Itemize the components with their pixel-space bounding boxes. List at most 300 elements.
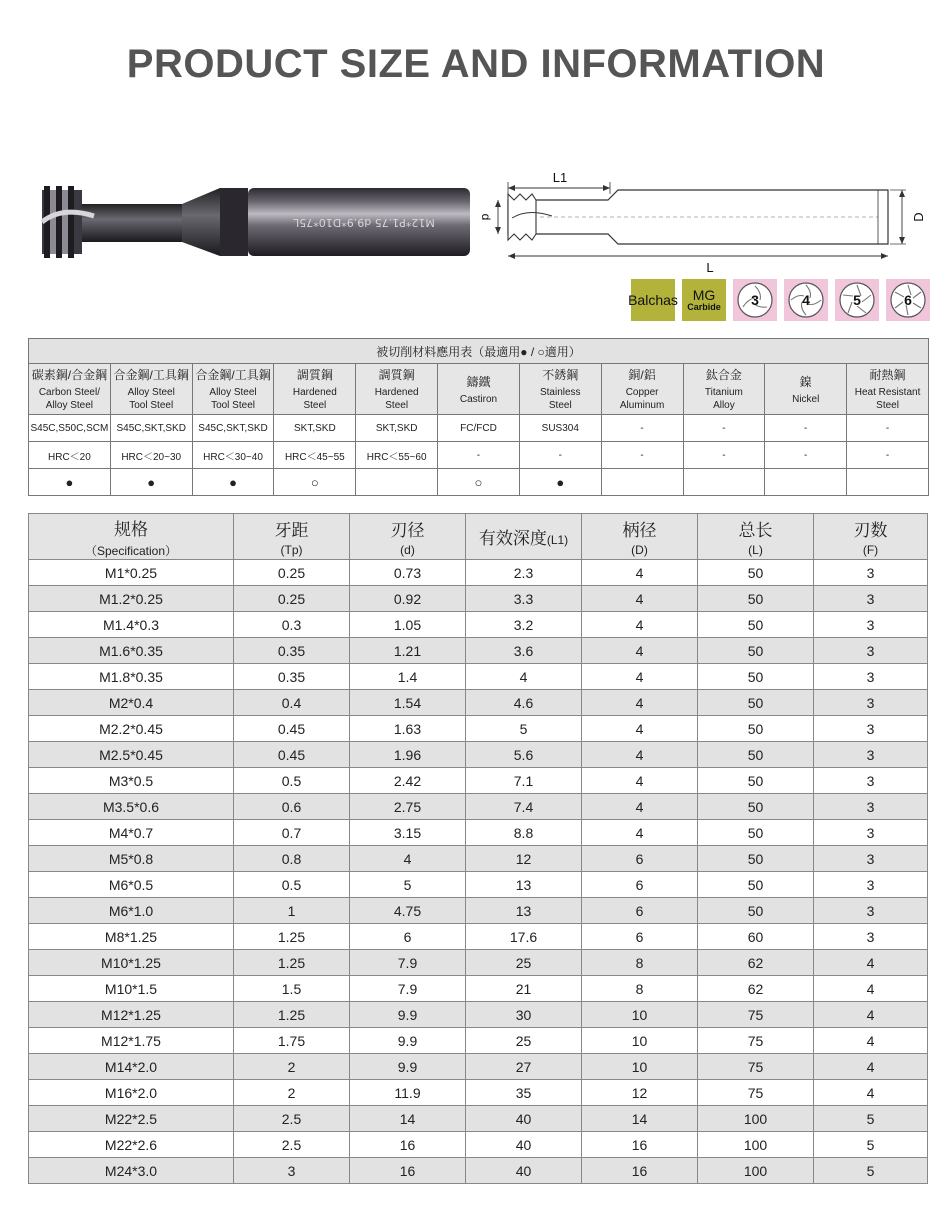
table-cell: 4 (582, 586, 698, 612)
material-name-en: Alloy Steel (209, 387, 257, 398)
material-name-zh: 調質鋼 (296, 368, 333, 382)
material-name-en-2: Steel (548, 400, 572, 411)
table-cell: 1.25 (234, 950, 350, 976)
flute-5-label: 5 (853, 292, 861, 308)
material-header (519, 364, 601, 415)
material-header (110, 364, 192, 415)
material-suitability-cell (765, 469, 847, 496)
material-grade-cell: SKT,SKD (274, 415, 356, 442)
material-name-en-2: Steel (876, 400, 899, 411)
table-cell: 10 (582, 1028, 698, 1054)
material-name-en-2: Steel (303, 400, 327, 411)
flute-badge-6 (886, 279, 930, 321)
table-cell: 3.15 (350, 820, 466, 846)
flute-badge-5 (835, 279, 879, 321)
table-cell: 50 (698, 560, 814, 586)
spec-header-zh: 柄径 (622, 521, 657, 540)
table-cell: 11.9 (350, 1080, 466, 1106)
table-cell: M8*1.25 (29, 924, 234, 950)
table-cell: 4 (582, 612, 698, 638)
coating-label: Balchas (628, 292, 678, 308)
spec-header-cell (698, 514, 814, 560)
table-cell: 4 (582, 768, 698, 794)
spec-header-en: （Specification） (84, 543, 178, 558)
material-suitability-cell (683, 469, 765, 496)
table-cell: 3 (814, 586, 928, 612)
table-row (29, 1106, 928, 1132)
table-cell: 16 (582, 1158, 698, 1184)
material-hrc-cell: HRC＜30~40 (192, 442, 274, 469)
flute-6-icon (889, 281, 927, 319)
table-row (29, 1158, 928, 1184)
spec-header-en: (L) (748, 543, 763, 557)
table-cell: 16 (582, 1132, 698, 1158)
table-cell: 0.73 (350, 560, 466, 586)
label-l1: L1 (552, 170, 568, 185)
table-cell: 16 (350, 1132, 466, 1158)
table-cell: 4 (582, 664, 698, 690)
table-cell: 2 (234, 1080, 350, 1106)
table-cell: 5 (350, 872, 466, 898)
material-name-en: Titanium (704, 387, 743, 398)
material-sub-label: Carbide (687, 302, 721, 312)
spec-header-zh: 牙距 (274, 521, 309, 540)
table-cell: M5*0.8 (29, 846, 234, 872)
table-cell: 4 (814, 950, 928, 976)
material-header (683, 364, 765, 415)
material-grade-cell: - (847, 415, 929, 442)
table-cell: 50 (698, 872, 814, 898)
table-cell: 50 (698, 716, 814, 742)
table-cell: 3 (814, 664, 928, 690)
material-name-zh: 合金鋼/工具鋼 (113, 368, 189, 382)
material-name-en: Alloy Steel (127, 387, 175, 398)
table-row (29, 950, 928, 976)
table-cell: 9.9 (350, 1054, 466, 1080)
table-cell: 35 (466, 1080, 582, 1106)
table-cell: M3.5*0.6 (29, 794, 234, 820)
material-grade-cell: S45C,S50C,SCM (29, 415, 111, 442)
material-name-zh: 不銹鋼 (542, 368, 579, 382)
material-suitability-cell (847, 469, 929, 496)
table-cell: 75 (698, 1080, 814, 1106)
table-cell: 4 (582, 820, 698, 846)
table-cell: 0.7 (234, 820, 350, 846)
material-name-en-2: Tool Steel (129, 400, 174, 411)
flute-badge-3 (733, 279, 777, 321)
table-cell: 62 (698, 976, 814, 1002)
spec-header-en: (L1) (546, 533, 569, 547)
table-cell: 4 (582, 560, 698, 586)
table-row (29, 716, 928, 742)
table-cell: 0.5 (234, 872, 350, 898)
materials-table (28, 338, 929, 496)
table-cell: 1.63 (350, 716, 466, 742)
table-cell: 4 (350, 846, 466, 872)
material-name-zh: 鈦合金 (705, 368, 742, 382)
table-cell: M1.4*0.3 (29, 612, 234, 638)
material-name-en: Copper (625, 387, 659, 398)
table-cell: 0.3 (234, 612, 350, 638)
table-cell: 4 (814, 1054, 928, 1080)
table-row (29, 1028, 928, 1054)
table-cell: 4 (814, 1002, 928, 1028)
table-cell: 1 (234, 898, 350, 924)
spec-header-row (29, 514, 928, 560)
table-cell: 100 (698, 1158, 814, 1184)
materials-hrc-row (29, 442, 929, 469)
spec-header-en: (d) (400, 543, 415, 557)
table-cell: M4*0.7 (29, 820, 234, 846)
material-header (438, 364, 520, 415)
table-cell: M6*0.5 (29, 872, 234, 898)
table-cell: 1.54 (350, 690, 466, 716)
material-name-zh: 耐熱鋼 (869, 368, 906, 382)
spec-header-zh: 刃数 (853, 521, 888, 540)
table-cell: 6 (582, 924, 698, 950)
table-cell: 5 (814, 1106, 928, 1132)
page-title: PRODUCT SIZE AND INFORMATION (126, 42, 826, 86)
table-cell: 6 (350, 924, 466, 950)
material-grade-cell: SKT,SKD (356, 415, 438, 442)
table-cell: 50 (698, 820, 814, 846)
table-cell: 75 (698, 1054, 814, 1080)
table-cell: 3 (814, 898, 928, 924)
table-cell: M16*2.0 (29, 1080, 234, 1106)
table-cell: 4 (582, 716, 698, 742)
spec-header-cell (350, 514, 466, 560)
table-cell: 2.42 (350, 768, 466, 794)
table-cell: 3.3 (466, 586, 582, 612)
flute-3-icon (736, 281, 774, 319)
thread-mill-photo (34, 176, 476, 268)
spec-header-cell (466, 514, 582, 560)
material-name-zh: 合金鋼/工具鋼 (195, 368, 271, 382)
spec-header-cell (29, 514, 234, 560)
table-cell: 4.6 (466, 690, 582, 716)
table-cell: 16 (350, 1158, 466, 1184)
table-cell: M10*1.5 (29, 976, 234, 1002)
material-name-en: Carbon Steel/ (38, 387, 100, 398)
table-cell: 14 (582, 1106, 698, 1132)
table-cell: M1*0.25 (29, 560, 234, 586)
material-name-en: Stainless (539, 387, 581, 398)
spec-table (28, 513, 928, 1184)
materials-grade-row (29, 415, 929, 442)
table-cell: 0.35 (234, 638, 350, 664)
table-cell: 4 (814, 1080, 928, 1106)
table-cell: 17.6 (466, 924, 582, 950)
label-d-large: D (911, 212, 926, 222)
table-row (29, 742, 928, 768)
table-cell: M3*0.5 (29, 768, 234, 794)
table-cell: 3.2 (466, 612, 582, 638)
material-name-zh: 鎳 (799, 374, 812, 389)
table-cell: 4 (466, 664, 582, 690)
table-cell: M1.6*0.35 (29, 638, 234, 664)
table-cell: 12 (466, 846, 582, 872)
table-cell: 30 (466, 1002, 582, 1028)
table-cell: 10 (582, 1002, 698, 1028)
table-cell: 10 (582, 1054, 698, 1080)
table-cell: 40 (466, 1158, 582, 1184)
spec-header-cell (814, 514, 928, 560)
table-cell: 8.8 (466, 820, 582, 846)
material-name-en-2: Alloy (713, 400, 735, 411)
table-row (29, 1132, 928, 1158)
table-cell: 100 (698, 1106, 814, 1132)
table-row (29, 924, 928, 950)
table-cell: 3 (814, 820, 928, 846)
table-cell: 75 (698, 1002, 814, 1028)
table-cell: 50 (698, 768, 814, 794)
table-cell: 3 (814, 612, 928, 638)
material-suitability-cell: ● (29, 469, 111, 496)
table-cell: M2.5*0.45 (29, 742, 234, 768)
table-row (29, 820, 928, 846)
table-cell: 7.1 (466, 768, 582, 794)
table-cell: 50 (698, 638, 814, 664)
material-name-en-2: Tool Steel (211, 400, 255, 411)
flute-3-label: 3 (751, 292, 759, 308)
badge-row (628, 279, 930, 321)
table-cell: M6*1.0 (29, 898, 234, 924)
table-cell: 50 (698, 898, 814, 924)
materials-caption: 被切削材料應用表（最適用● / ○適用） (29, 339, 929, 364)
material-suitability-cell: ● (519, 469, 601, 496)
table-cell: 3.6 (466, 638, 582, 664)
table-cell: 1.5 (234, 976, 350, 1002)
material-hrc-cell: - (683, 442, 765, 469)
material-name-en-2: Steel (385, 400, 409, 411)
table-cell: 2.5 (234, 1106, 350, 1132)
flute-4-icon (787, 281, 825, 319)
table-cell: 2.3 (466, 560, 582, 586)
material-name-zh: 鑄鐵 (466, 374, 491, 389)
material-suitability-cell: ● (110, 469, 192, 496)
material-grade-cell: - (765, 415, 847, 442)
table-row (29, 586, 928, 612)
table-cell: M1.2*0.25 (29, 586, 234, 612)
table-cell: 50 (698, 846, 814, 872)
table-cell: 1.4 (350, 664, 466, 690)
material-hrc-cell: HRC＜45~55 (274, 442, 356, 469)
material-name-en: Hardened (374, 387, 419, 398)
material-hrc-cell: HRC＜20~30 (110, 442, 192, 469)
table-cell: 1.25 (234, 1002, 350, 1028)
table-cell: 9.9 (350, 1002, 466, 1028)
material-suitability-cell (356, 469, 438, 496)
table-cell: 0.4 (234, 690, 350, 716)
table-cell: 7.9 (350, 950, 466, 976)
materials-suitability-row (29, 469, 929, 496)
table-cell: 50 (698, 586, 814, 612)
material-suitability-cell: ○ (274, 469, 356, 496)
table-cell: 13 (466, 898, 582, 924)
table-cell: M22*2.6 (29, 1132, 234, 1158)
table-cell: 3 (814, 638, 928, 664)
material-grade-cell: SUS304 (519, 415, 601, 442)
material-name-en-2: Alloy Steel (45, 400, 94, 411)
table-cell: M12*1.25 (29, 1002, 234, 1028)
material-hrc-cell: - (601, 442, 683, 469)
spec-header-en: (F) (862, 543, 879, 557)
material-grade-cell: S45C,SKT,SKD (192, 415, 274, 442)
table-cell: M12*1.75 (29, 1028, 234, 1054)
material-header (765, 364, 847, 415)
table-cell: 8 (582, 976, 698, 1002)
table-cell: 0.92 (350, 586, 466, 612)
table-cell: 4.75 (350, 898, 466, 924)
table-row (29, 794, 928, 820)
table-cell: 4 (582, 794, 698, 820)
table-cell: M14*2.0 (29, 1054, 234, 1080)
table-cell: 3 (814, 742, 928, 768)
material-hrc-cell: - (765, 442, 847, 469)
table-cell: 3 (814, 690, 928, 716)
spec-header-zh: 刃径 (390, 521, 425, 540)
table-cell: 0.45 (234, 742, 350, 768)
table-cell: 25 (466, 950, 582, 976)
label-l: L (706, 260, 714, 275)
dimension-diagram (478, 164, 928, 276)
flute-5-icon (838, 281, 876, 319)
table-cell: 14 (350, 1106, 466, 1132)
material-hrc-cell: HRC＜20 (29, 442, 111, 469)
table-cell: 9.9 (350, 1028, 466, 1054)
table-cell: 0.5 (234, 768, 350, 794)
flute-4-label: 4 (802, 292, 810, 308)
material-name-en: Hardened (292, 387, 337, 398)
table-cell: 1.21 (350, 638, 466, 664)
material-name-en: Castiron (459, 393, 498, 405)
spec-header-zh: 有效深度 (478, 529, 547, 548)
table-cell: 2.5 (234, 1132, 350, 1158)
material-badge (682, 279, 726, 321)
table-cell: 27 (466, 1054, 582, 1080)
table-row (29, 1080, 928, 1106)
coating-badge (628, 279, 678, 321)
table-cell: 1.75 (234, 1028, 350, 1054)
table-cell: 0.25 (234, 560, 350, 586)
table-row (29, 768, 928, 794)
table-cell: 4 (814, 976, 928, 1002)
table-cell: 4 (582, 638, 698, 664)
table-row (29, 560, 928, 586)
flute-6-label: 6 (904, 292, 912, 308)
table-cell: 0.8 (234, 846, 350, 872)
table-row (29, 612, 928, 638)
table-cell: 6 (582, 846, 698, 872)
table-cell: 25 (466, 1028, 582, 1054)
material-grade-cell: - (601, 415, 683, 442)
table-row (29, 976, 928, 1002)
material-suitability-cell: ● (192, 469, 274, 496)
material-grade-cell: - (683, 415, 765, 442)
table-row (29, 1002, 928, 1028)
table-cell: M2.2*0.45 (29, 716, 234, 742)
table-cell: 62 (698, 950, 814, 976)
table-cell: 3 (814, 560, 928, 586)
spec-header-en: (Tp) (280, 543, 303, 557)
table-cell: 5 (814, 1158, 928, 1184)
table-cell: 7.9 (350, 976, 466, 1002)
table-cell: 50 (698, 612, 814, 638)
material-header (847, 364, 929, 415)
table-cell: 8 (582, 950, 698, 976)
table-cell: 50 (698, 794, 814, 820)
table-cell: M10*1.25 (29, 950, 234, 976)
table-cell: 0.45 (234, 716, 350, 742)
material-hrc-cell: - (519, 442, 601, 469)
material-hrc-cell: HRC＜55~60 (356, 442, 438, 469)
spec-header-zh: 规格 (114, 519, 148, 539)
material-header (274, 364, 356, 415)
spec-header-cell (582, 514, 698, 560)
table-cell: 0.35 (234, 664, 350, 690)
table-cell: 3 (814, 794, 928, 820)
material-header (192, 364, 274, 415)
table-cell: 3 (814, 924, 928, 950)
material-header (356, 364, 438, 415)
table-cell: M24*3.0 (29, 1158, 234, 1184)
material-name-zh: 銅/鋁 (628, 368, 656, 382)
material-suitability-cell (601, 469, 683, 496)
table-cell: 1.05 (350, 612, 466, 638)
flute-badge-4 (784, 279, 828, 321)
table-cell: 21 (466, 976, 582, 1002)
material-name-zh: 調質鋼 (378, 368, 415, 382)
table-row (29, 1054, 928, 1080)
table-cell: 2.75 (350, 794, 466, 820)
material-grade-cell: FC/FCD (438, 415, 520, 442)
table-cell: 60 (698, 924, 814, 950)
material-name-en: Nickel (792, 393, 820, 405)
table-cell: 1.96 (350, 742, 466, 768)
spec-header-zh: 总长 (738, 521, 773, 540)
table-cell: 1.25 (234, 924, 350, 950)
table-cell: 4 (582, 690, 698, 716)
material-grade-cell: S45C,SKT,SKD (110, 415, 192, 442)
materials-header-row (29, 364, 929, 415)
table-cell: 50 (698, 742, 814, 768)
table-row (29, 846, 928, 872)
table-cell: 5 (814, 1132, 928, 1158)
tool-engraving: M12*P1.75 d9.9*D10*75L (293, 216, 435, 229)
table-cell: 3 (814, 716, 928, 742)
table-row (29, 872, 928, 898)
table-row (29, 898, 928, 924)
table-cell: M22*2.5 (29, 1106, 234, 1132)
table-cell: 100 (698, 1132, 814, 1158)
table-cell: 0.25 (234, 586, 350, 612)
material-name-en: Heat Resistant (854, 387, 921, 398)
table-cell: 75 (698, 1028, 814, 1054)
material-suitability-cell: ○ (438, 469, 520, 496)
table-cell: 3 (814, 872, 928, 898)
table-cell: 4 (814, 1028, 928, 1054)
table-cell: 3 (234, 1158, 350, 1184)
table-cell: 13 (466, 872, 582, 898)
table-row (29, 638, 928, 664)
table-cell: 12 (582, 1080, 698, 1106)
material-name-en-2: Aluminum (619, 400, 665, 411)
material-header (601, 364, 683, 415)
material-name-zh: 碳素鋼/合金鋼 (31, 368, 108, 382)
table-cell: 5.6 (466, 742, 582, 768)
table-cell: 2 (234, 1054, 350, 1080)
material-main-label: MG (692, 287, 716, 303)
